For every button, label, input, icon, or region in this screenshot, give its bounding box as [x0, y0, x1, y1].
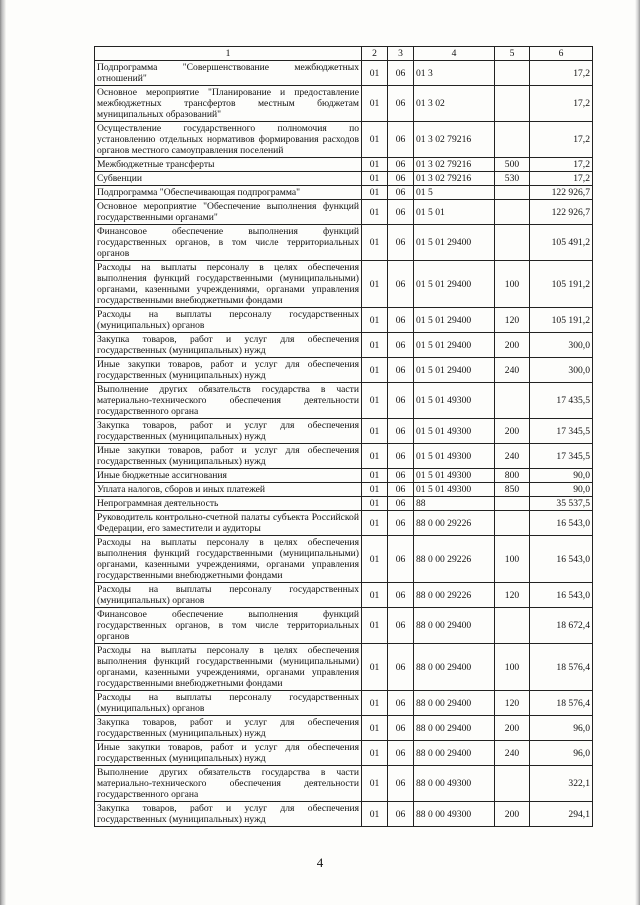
row-subsection: 06	[388, 308, 414, 333]
row-section: 01	[362, 444, 388, 469]
row-expense-type	[495, 608, 530, 644]
table-row	[95, 383, 593, 419]
table-body	[95, 61, 593, 827]
budget-table	[94, 46, 593, 827]
row-expense-type	[495, 383, 530, 419]
row-expense-type	[495, 122, 530, 158]
row-section: 01	[362, 691, 388, 716]
row-expense-type: 100	[495, 536, 530, 583]
row-name: Иные бюджетные ассигнования	[95, 469, 362, 483]
table-row	[95, 158, 593, 172]
row-subsection: 06	[388, 608, 414, 644]
row-section: 01	[362, 766, 388, 802]
row-subsection: 06	[388, 261, 414, 308]
table-row	[95, 469, 593, 483]
row-target-code: 01 3 02 79216	[414, 172, 495, 186]
row-amount: 17 345,5	[530, 419, 593, 444]
row-target-code: 88 0 00 29400	[414, 716, 495, 741]
row-section: 01	[362, 186, 388, 200]
table-row	[95, 691, 593, 716]
row-subsection: 06	[388, 158, 414, 172]
table-row	[95, 536, 593, 583]
row-name: Руководитель контрольно-счетной палаты субъекта Российской Федерации, его заместители и аудиторы	[95, 511, 362, 536]
row-amount: 18 576,4	[530, 691, 593, 716]
row-target-code: 88 0 00 29226	[414, 511, 495, 536]
row-subsection: 06	[388, 511, 414, 536]
row-target-code: 01 5 01 49300	[414, 444, 495, 469]
row-section: 01	[362, 583, 388, 608]
row-name: Субвенции	[95, 172, 362, 186]
row-subsection: 06	[388, 766, 414, 802]
scan-edge-right	[635, 0, 640, 905]
row-subsection: 06	[388, 333, 414, 358]
table-row	[95, 766, 593, 802]
row-target-code: 01 5 01 49300	[414, 469, 495, 483]
row-target-code: 01 5 01 29400	[414, 358, 495, 383]
row-name: Расходы на выплаты персоналу государственных (муниципальных) органов	[95, 308, 362, 333]
row-target-code: 01 5	[414, 186, 495, 200]
row-name: Иные закупки товаров, работ и услуг для обеспечения государственных (муниципальных) нужд	[95, 741, 362, 766]
row-target-code: 01 5 01 29400	[414, 308, 495, 333]
row-expense-type: 100	[495, 261, 530, 308]
row-expense-type: 120	[495, 308, 530, 333]
row-subsection: 06	[388, 358, 414, 383]
row-target-code: 01 3 02	[414, 86, 495, 122]
row-name: Осуществление государственного полномочия по установлению отдельных нормативов формирования расходов органов местного самоуправления поселений	[95, 122, 362, 158]
row-subsection: 06	[388, 383, 414, 419]
row-name: Основное мероприятие "Планирование и предоставление межбюджетных трансфертов местным бюджетам муниципальных образований"	[95, 86, 362, 122]
row-expense-type	[495, 497, 530, 511]
row-target-code: 01 5 01 29400	[414, 261, 495, 308]
table-row	[95, 511, 593, 536]
table-row	[95, 644, 593, 691]
table-row	[95, 741, 593, 766]
row-section: 01	[362, 225, 388, 261]
row-name: Финансовое обеспечение выполнения функций государственных органов, в том числе территориальных органов	[95, 608, 362, 644]
row-target-code: 88 0 00 29226	[414, 536, 495, 583]
table-row	[95, 61, 593, 86]
row-name: Уплата налогов, сборов и иных платежей	[95, 483, 362, 497]
row-target-code: 01 3 02 79216	[414, 122, 495, 158]
row-section: 01	[362, 333, 388, 358]
row-amount: 322,1	[530, 766, 593, 802]
col-header-6: 6	[530, 47, 593, 61]
table-row	[95, 802, 593, 827]
row-name: Непрограммная деятельность	[95, 497, 362, 511]
row-expense-type	[495, 61, 530, 86]
row-name: Выполнение других обязательств государства в части материально-технического обеспечения деятельности государственного органа	[95, 766, 362, 802]
table-row	[95, 122, 593, 158]
row-amount: 90,0	[530, 469, 593, 483]
row-amount: 300,0	[530, 358, 593, 383]
row-amount: 16 543,0	[530, 536, 593, 583]
col-header-3: 3	[388, 47, 414, 61]
table-row	[95, 497, 593, 511]
table-row	[95, 716, 593, 741]
row-amount: 105 191,2	[530, 261, 593, 308]
row-subsection: 06	[388, 61, 414, 86]
row-subsection: 06	[388, 802, 414, 827]
row-section: 01	[362, 511, 388, 536]
row-section: 01	[362, 469, 388, 483]
row-target-code: 01 5 01	[414, 200, 495, 225]
row-amount: 105 191,2	[530, 308, 593, 333]
row-section: 01	[362, 536, 388, 583]
row-amount: 17 435,5	[530, 383, 593, 419]
row-amount: 16 543,0	[530, 583, 593, 608]
table-header-row	[95, 47, 593, 61]
row-section: 01	[362, 86, 388, 122]
row-expense-type	[495, 511, 530, 536]
row-expense-type	[495, 766, 530, 802]
row-name: Закупка товаров, работ и услуг для обеспечения государственных (муниципальных) нужд	[95, 333, 362, 358]
row-expense-type: 530	[495, 172, 530, 186]
table-row	[95, 261, 593, 308]
row-subsection: 06	[388, 469, 414, 483]
row-target-code: 01 5 01 49300	[414, 483, 495, 497]
row-name: Основное мероприятие "Обеспечение выполнения функций государственными органами"	[95, 200, 362, 225]
row-target-code: 01 3 02 79216	[414, 158, 495, 172]
row-expense-type	[495, 186, 530, 200]
row-expense-type: 100	[495, 644, 530, 691]
row-amount: 18 576,4	[530, 644, 593, 691]
row-expense-type	[495, 225, 530, 261]
row-subsection: 06	[388, 536, 414, 583]
row-target-code: 88 0 00 29400	[414, 644, 495, 691]
row-expense-type: 240	[495, 741, 530, 766]
table-row	[95, 444, 593, 469]
table-row	[95, 86, 593, 122]
row-amount: 96,0	[530, 716, 593, 741]
row-target-code: 88 0 00 29400	[414, 691, 495, 716]
row-expense-type: 800	[495, 469, 530, 483]
table-row	[95, 333, 593, 358]
row-target-code: 88 0 00 49300	[414, 802, 495, 827]
col-header-5: 5	[495, 47, 530, 61]
row-subsection: 06	[388, 419, 414, 444]
row-section: 01	[362, 308, 388, 333]
row-expense-type	[495, 200, 530, 225]
table-row	[95, 608, 593, 644]
row-name: Расходы на выплаты персоналу государственных (муниципальных) органов	[95, 691, 362, 716]
row-target-code: 88	[414, 497, 495, 511]
row-section: 01	[362, 122, 388, 158]
col-header-1: 1	[95, 47, 362, 61]
row-amount: 17,2	[530, 172, 593, 186]
col-header-4: 4	[414, 47, 495, 61]
row-name: Закупка товаров, работ и услуг для обеспечения государственных (муниципальных) нужд	[95, 716, 362, 741]
row-name: Закупка товаров, работ и услуг для обеспечения государственных (муниципальных) нужд	[95, 419, 362, 444]
row-section: 01	[362, 741, 388, 766]
row-name: Иные закупки товаров, работ и услуг для обеспечения государственных (муниципальных) нужд	[95, 444, 362, 469]
row-target-code: 01 5 01 49300	[414, 383, 495, 419]
table-row	[95, 419, 593, 444]
row-amount: 96,0	[530, 741, 593, 766]
row-section: 01	[362, 608, 388, 644]
row-subsection: 06	[388, 644, 414, 691]
table-row	[95, 200, 593, 225]
row-name: Подпрограмма "Совершенствование межбюджетных отношений"	[95, 61, 362, 86]
col-header-2: 2	[362, 47, 388, 61]
row-subsection: 06	[388, 86, 414, 122]
row-subsection: 06	[388, 225, 414, 261]
row-section: 01	[362, 644, 388, 691]
row-name: Расходы на выплаты персоналу в целях обеспечения выполнения функций государственными (муниципальными) органами, казенными учреждениями, органами управления государственными внебюджетными фондами	[95, 536, 362, 583]
row-amount: 17,2	[530, 86, 593, 122]
row-expense-type: 120	[495, 583, 530, 608]
row-section: 01	[362, 383, 388, 419]
row-amount: 105 491,2	[530, 225, 593, 261]
row-name: Расходы на выплаты персоналу государственных (муниципальных) органов	[95, 583, 362, 608]
row-expense-type: 500	[495, 158, 530, 172]
row-amount: 17 345,5	[530, 444, 593, 469]
row-name: Межбюджетные трансферты	[95, 158, 362, 172]
row-name: Подпрограмма "Обеспечивающая подпрограмма"	[95, 186, 362, 200]
row-section: 01	[362, 200, 388, 225]
row-amount: 300,0	[530, 333, 593, 358]
row-section: 01	[362, 172, 388, 186]
table-row	[95, 483, 593, 497]
row-subsection: 06	[388, 200, 414, 225]
row-name: Расходы на выплаты персоналу в целях обеспечения выполнения функций государственными (муниципальными) органами, казенными учреждениями, органами управления государственными внебюджетными фондами	[95, 644, 362, 691]
row-section: 01	[362, 802, 388, 827]
row-expense-type: 200	[495, 419, 530, 444]
table-row	[95, 172, 593, 186]
row-amount: 35 537,5	[530, 497, 593, 511]
row-section: 01	[362, 61, 388, 86]
row-subsection: 06	[388, 583, 414, 608]
scan-edge-left	[0, 0, 6, 905]
row-expense-type: 200	[495, 716, 530, 741]
row-target-code: 01 5 01 49300	[414, 419, 495, 444]
table-row	[95, 186, 593, 200]
row-subsection: 06	[388, 186, 414, 200]
row-amount: 17,2	[530, 158, 593, 172]
row-expense-type: 240	[495, 444, 530, 469]
table-row	[95, 308, 593, 333]
row-section: 01	[362, 261, 388, 308]
row-target-code: 88 0 00 29226	[414, 583, 495, 608]
row-expense-type	[495, 86, 530, 122]
row-target-code: 01 3	[414, 61, 495, 86]
row-amount: 122 926,7	[530, 186, 593, 200]
row-subsection: 06	[388, 444, 414, 469]
row-section: 01	[362, 716, 388, 741]
row-subsection: 06	[388, 172, 414, 186]
table-row	[95, 225, 593, 261]
row-subsection: 06	[388, 483, 414, 497]
row-expense-type: 200	[495, 333, 530, 358]
row-amount: 18 672,4	[530, 608, 593, 644]
row-section: 01	[362, 419, 388, 444]
row-amount: 90,0	[530, 483, 593, 497]
row-amount: 294,1	[530, 802, 593, 827]
row-expense-type: 850	[495, 483, 530, 497]
row-amount: 17,2	[530, 122, 593, 158]
row-expense-type: 120	[495, 691, 530, 716]
row-section: 01	[362, 158, 388, 172]
table-row	[95, 583, 593, 608]
row-subsection: 06	[388, 741, 414, 766]
row-amount: 17,2	[530, 61, 593, 86]
row-target-code: 01 5 01 29400	[414, 333, 495, 358]
row-target-code: 88 0 00 29400	[414, 608, 495, 644]
row-name: Расходы на выплаты персоналу в целях обеспечения выполнения функций государственными (муниципальными) органами, казенными учреждениями, органами управления государственными внебюджетными фондами	[95, 261, 362, 308]
row-subsection: 06	[388, 497, 414, 511]
row-name: Иные закупки товаров, работ и услуг для обеспечения государственных (муниципальных) нужд	[95, 358, 362, 383]
row-name: Закупка товаров, работ и услуг для обеспечения государственных (муниципальных) нужд	[95, 802, 362, 827]
row-expense-type: 200	[495, 802, 530, 827]
row-section: 01	[362, 483, 388, 497]
row-expense-type: 240	[495, 358, 530, 383]
row-section: 01	[362, 497, 388, 511]
row-amount: 16 543,0	[530, 511, 593, 536]
row-subsection: 06	[388, 691, 414, 716]
row-name: Финансовое обеспечение выполнения функций государственных органов, в том числе территориальных органов	[95, 225, 362, 261]
row-section: 01	[362, 358, 388, 383]
row-target-code: 01 5 01 29400	[414, 225, 495, 261]
row-amount: 122 926,7	[530, 200, 593, 225]
page-number: 4	[316, 855, 324, 870]
row-target-code: 88 0 00 49300	[414, 766, 495, 802]
row-target-code: 88 0 00 29400	[414, 741, 495, 766]
row-subsection: 06	[388, 716, 414, 741]
row-subsection: 06	[388, 122, 414, 158]
row-name: Выполнение других обязательств государства в части материально-технического обеспечения деятельности государственного органа	[95, 383, 362, 419]
table-row	[95, 358, 593, 383]
